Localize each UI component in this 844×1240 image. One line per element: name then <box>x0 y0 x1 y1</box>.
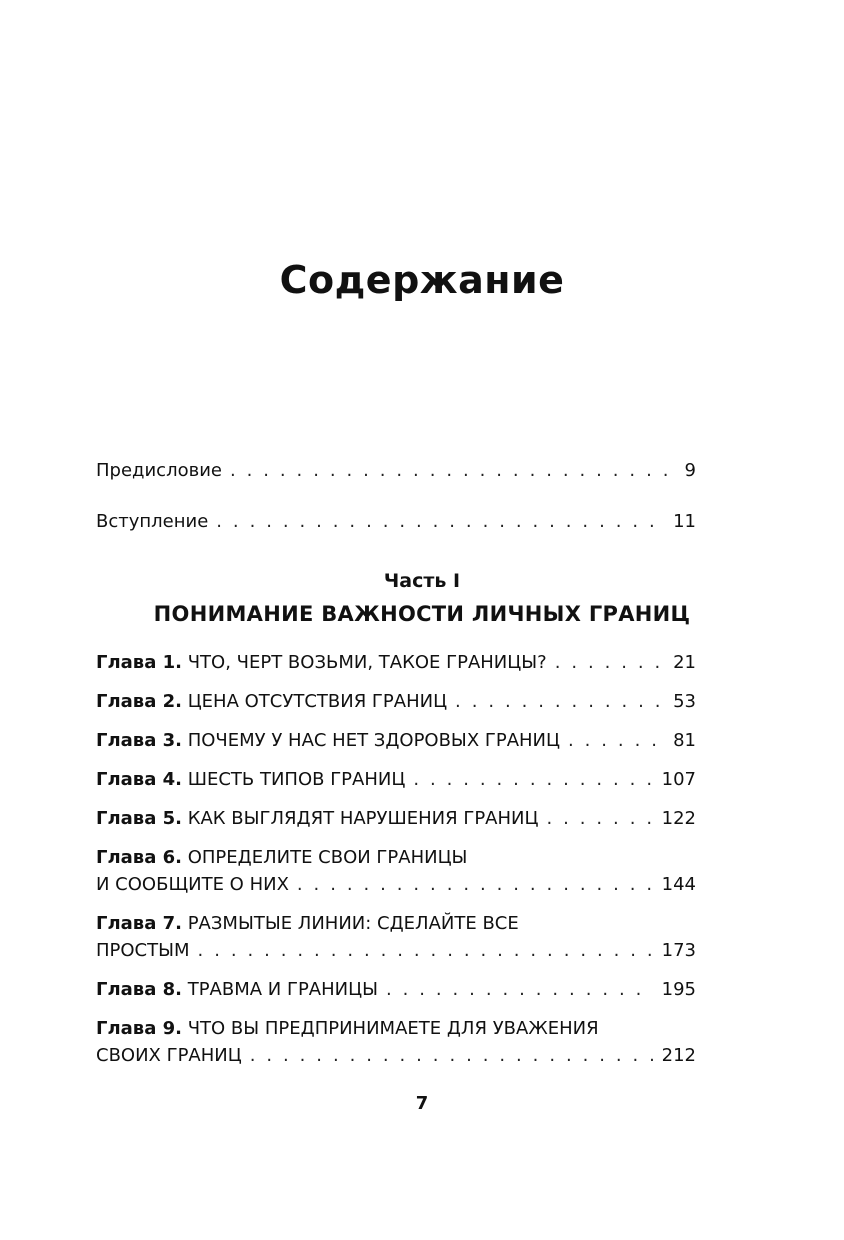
toc-page-number: 212 <box>661 1045 696 1066</box>
toc-page-number: 144 <box>661 874 696 895</box>
chapter-prefix: Глава 4. <box>96 769 182 790</box>
dot-leader <box>230 460 677 481</box>
toc-entry-chapter-5[interactable] <box>96 808 696 829</box>
part-title: ПОНИМАНИЕ ВАЖНОСТИ ЛИЧНЫХ ГРАНИЦ <box>153 602 691 626</box>
chapter-prefix: Глава 1. <box>96 652 182 673</box>
toc-page-number: 195 <box>661 979 696 1000</box>
chapter-title-continued: СВОИХ ГРАНИЦ <box>96 1045 242 1066</box>
toc-page-number: 53 <box>673 691 696 712</box>
toc-entry-chapter-3[interactable] <box>96 730 696 751</box>
toc-entry-chapter-9-first-line[interactable] <box>96 1018 696 1039</box>
toc-entry-chapter-7-first-line[interactable] <box>96 913 696 934</box>
dot-leader <box>386 979 654 1000</box>
dot-leader <box>297 874 654 895</box>
chapter-title: ЦЕНА ОТСУТСТВИЯ ГРАНИЦ <box>187 691 448 712</box>
toc-entry-introduction[interactable] <box>96 511 696 532</box>
chapter-title: КАК ВЫГЛЯДЯТ НАРУШЕНИЯ ГРАНИЦ <box>187 808 539 829</box>
dot-leader <box>568 730 665 751</box>
toc-entry-chapter-2[interactable] <box>96 691 696 712</box>
dot-leader <box>555 652 665 673</box>
dot-leader <box>455 691 665 712</box>
toc-entry-chapter-6[interactable] <box>96 874 696 895</box>
chapter-prefix: Глава 3. <box>96 730 182 751</box>
dot-leader <box>216 511 665 532</box>
toc-page-number: 81 <box>673 730 696 751</box>
dot-leader <box>198 940 654 961</box>
toc-page-number: 9 <box>684 460 696 481</box>
chapter-prefix: Глава 6. <box>96 847 182 868</box>
chapter-prefix: Глава 5. <box>96 808 182 829</box>
toc-page-number: 21 <box>673 652 696 673</box>
chapter-title: ПОЧЕМУ У НАС НЕТ ЗДОРОВЫХ ГРАНИЦ <box>187 730 560 751</box>
chapter-title-continued: И СООБЩИТЕ О НИХ <box>96 874 289 895</box>
toc-entry-chapter-6-first-line[interactable] <box>96 847 696 868</box>
chapter-title: ОПРЕДЕЛИТЕ СВОИ ГРАНИЦЫ <box>187 847 468 868</box>
chapter-title-continued: ПРОСТЫМ <box>96 940 190 961</box>
chapter-prefix: Глава 2. <box>96 691 182 712</box>
chapter-title: ЧТО ВЫ ПРЕДПРИНИМАЕТЕ ДЛЯ УВАЖЕНИЯ <box>187 1018 599 1039</box>
chapter-prefix: Глава 8. <box>96 979 182 1000</box>
toc-page-number: 107 <box>661 769 696 790</box>
chapter-title: ТРАВМА И ГРАНИЦЫ <box>187 979 378 1000</box>
toc-entry-label: Вступление <box>96 511 209 532</box>
toc-page-number: 173 <box>661 940 696 961</box>
chapter-title: ЧТО, ЧЕРТ ВОЗЬМИ, ТАКОЕ ГРАНИЦЫ? <box>187 652 547 673</box>
toc-entry-chapter-9[interactable] <box>96 1045 696 1066</box>
chapter-prefix: Глава 7. <box>96 913 182 934</box>
toc-entry-label: Предисловие <box>96 460 222 481</box>
chapter-prefix: Глава 9. <box>96 1018 182 1039</box>
toc-entry-chapter-4[interactable] <box>96 769 696 790</box>
toc-page-number: 11 <box>673 511 696 532</box>
chapter-title: РАЗМЫТЫЕ ЛИНИИ: СДЕЛАЙТЕ ВСЕ <box>187 913 519 934</box>
toc-entry-chapter-1[interactable] <box>96 652 696 673</box>
page-number-folio: 7 <box>415 1093 429 1114</box>
toc-entry-chapter-7[interactable] <box>96 940 696 961</box>
part-label: Часть I <box>383 570 461 592</box>
dot-leader <box>250 1045 654 1066</box>
chapter-title: ШЕСТЬ ТИПОВ ГРАНИЦ <box>187 769 406 790</box>
toc-page-number: 122 <box>661 808 696 829</box>
page-title: Содержание <box>279 258 565 302</box>
dot-leader <box>413 769 653 790</box>
dot-leader <box>546 808 653 829</box>
toc-entry-preface[interactable] <box>96 460 696 481</box>
toc-entry-chapter-8[interactable] <box>96 979 696 1000</box>
